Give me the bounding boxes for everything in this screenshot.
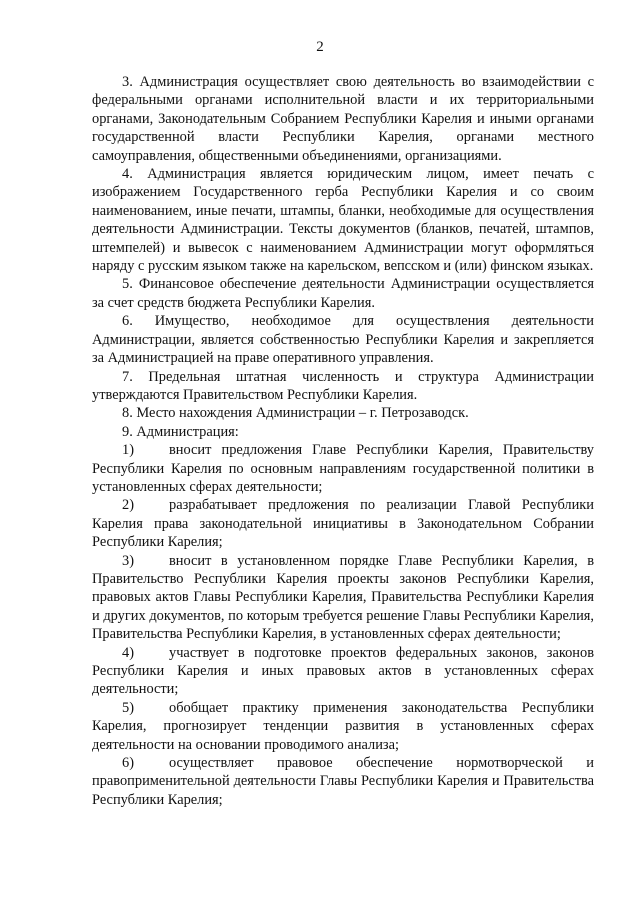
paragraph-9: 9. Администрация:: [122, 423, 239, 440]
list-item: [92, 552, 594, 644]
list-item-text: вносит в установленном порядке Главе Республики Карелия, в Правительство Республики Карелия проекты законов Республики Карелия, правовых актов Главы Республики Карелия, Правительства Республики Карелия и других документов, по которым требуется решение Главы Республики Карелия, Правительства Республики Карелия, в установленных сферах деятельности;: [92, 552, 594, 643]
paragraph-7: 7. Предельная штатная численность и структура Администрации утверждаются Правительством Республики Карелия.: [92, 368, 594, 403]
list-item-number: 1): [122, 442, 134, 459]
document-body: [92, 73, 594, 809]
list-item-number: 3): [122, 552, 134, 569]
paragraph-8: 8. Место нахождения Администрации – г. Петрозаводск.: [122, 405, 469, 422]
list-item: [92, 496, 594, 551]
list-item: [92, 699, 594, 754]
list-item-number: 5): [122, 699, 134, 716]
page-number: 2: [316, 39, 324, 55]
list-item-number: 2): [122, 497, 134, 514]
paragraph-6: 6. Имущество, необходимое для осуществления деятельности Администрации, является собственностью Республики Карелия и закрепляется за Администрацией на праве оперативного управления.: [92, 313, 594, 367]
list-item-text: обобщает практику применения законодательства Республики Карелия, прогнозирует тенденции развития в установленных сферах деятельности на основании проводимого анализа;: [92, 699, 594, 753]
list-item-text: разрабатывает предложения по реализации Главой Республики Карелия права законодательной инициативы в Законодательном Собрании Республики Карелия;: [92, 497, 594, 551]
list-item-number: 4): [122, 644, 134, 661]
paragraph-5: 5. Финансовое обеспечение деятельности Администрации осуществляется за счет средств бюджета Республики Карелия.: [92, 276, 594, 311]
list-item: [92, 441, 594, 496]
list-item-text: участвует в подготовке проектов федеральных законов, законов Республики Карелия и иных правовых актов в установленных сферах деятельности;: [92, 644, 594, 698]
list-item: [92, 644, 594, 699]
list-item-text: вносит предложения Главе Республики Карелия, Правительству Республики Карелия по основным направлениям государственной политики в установленных сферах деятельности;: [92, 442, 594, 495]
list-item-number: 6): [122, 755, 134, 772]
list-item: [92, 754, 594, 809]
list-item-text: осуществляет правовое обеспечение нормотворческой и правоприменительной деятельности Главы Республики Карелия и Правительства Республики Карелия;: [92, 755, 594, 808]
paragraph-3: 3. Администрация осуществляет свою деятельность во взаимодействии с федеральными органами исполнительной власти и их территориальными органами, Законодательным Собранием Республики Карелия и иными органами государственной власти Республики Карелия, органами местного самоуправления, общественными объединениями, организациями.: [92, 74, 594, 164]
paragraph-4: 4. Администрация является юридическим лицом, имеет печать с изображением Государственного герба Республики Карелия и со своим наименованием, иные печати, штампы, бланки, необходимые для осуществления деятельности Администрации. Тексты документов (бланков, печатей, штампов, штемпелей) и вывесок с наименованием Администрации могут оформляться наряду с русским языком также на карельском, вепсском и (или) финском языках.: [92, 166, 594, 275]
